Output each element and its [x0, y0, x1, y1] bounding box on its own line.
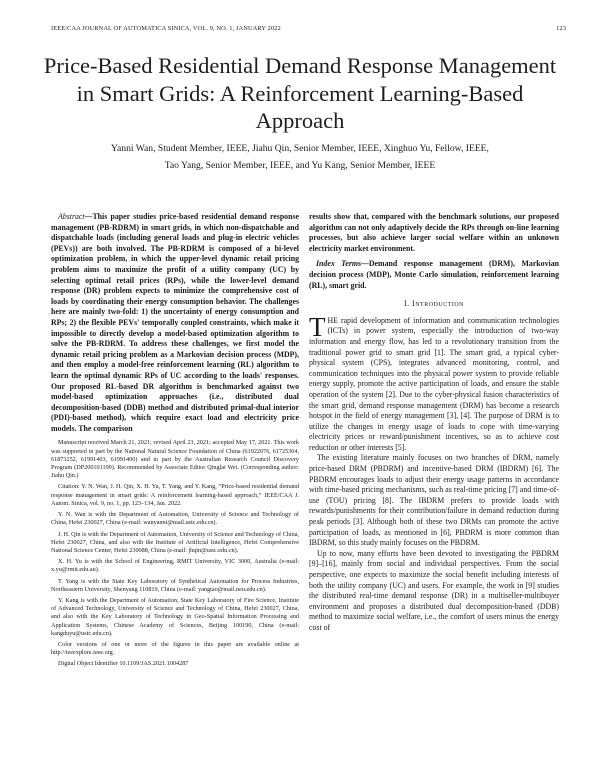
- footnote-author-wan: Y. N. Wan is with the Department of Automation, University of Science and Technology of China, Hefei 230027, China (e-mail: wanyanni@mail.ustc.edu.cn).: [51, 511, 299, 527]
- left-column: [51, 212, 299, 672]
- page-number: 123: [556, 25, 566, 32]
- footnote-author-yu: X. H. Yu is with the School of Engineering, RMIT University, VIC 3000, Australia (e-mail: x.yu@rmit.edu.au).: [51, 558, 299, 574]
- section-heading: [309, 299, 559, 310]
- abstract: [51, 212, 299, 434]
- footnote-author-qin: J. H. Qin is with the Department of Automation, University of Science and Technology of China, Hefei 230027, China, and also with the Institute of Artificial Intelligence, Hefei Comprehensive National Science Center, Hefei 230088, China (e-mail: jhqin@ustc.edu.cn).: [51, 530, 299, 554]
- section-number: I.: [403, 299, 410, 309]
- right-column: [309, 212, 559, 634]
- index-terms-label: Index Terms: [316, 259, 362, 269]
- drop-cap: T: [309, 311, 326, 342]
- intro-paragraph-3: Up to now, many efforts have been devoted to investigating the PBDRM [9]–[16], mainly from social and individual perspectives. From the social perspective, one expects to maximize the social benefit including interests of both the utility company (UC) and users. For example, the work in [9] studies the distributed real-time demand response (DR) in a multiseller-multibuyer environment and proposes a distributed dual decomposition-based (DDB) method to maximize social welfare, i.e., the comfort of users minus the energy cost of: [309, 548, 559, 632]
- author-line-2: Tao Yang, Senior Member, IEEE, and Yu Kang, Senior Member, IEEE: [164, 159, 436, 171]
- footnote-author-yang: T. Yang is with the State Key Laboratory of Synthetical Automation for Process Industries, Northeastern University, Shenyang 110819, China (e-mail: yangtao@mail.neu.edu.cn).: [51, 577, 299, 593]
- footnote-manuscript: Manuscript received March 21, 2021; revised April 23, 2021; accepted May 17, 2021. This work was supported in part by the National Natural Science Foundation of China (61922076, 61725304, 61873252, 61991403, 61991400) and in part by the Australian Research Council Discovery Program (DP200101199). Recommended by Associate Editor Qinglai Wei. (Corresponding author: Jiahu Qin.): [51, 439, 299, 480]
- intro-paragraph-2: The existing literature mainly focuses on two branches of DRM, namely price-based DRM (PBDRM) and incentive-based DRM (IBDRM) [6]. The PBDRM encourages loads to adjust their energy usage patterns in accordance with time-based pricing mechanisms, such as real-time pricing [7] and time-of-use (TOU) pricing [8]. The IBDRM prefers to provide loads with rewards/punishments for their contribution/failure in demand reduction during peak periods [3]. Although both of these two DRMs can promote the active participation of loads, as mentioned in [6], PBDRM is more common than IBDRM, so this study mainly focuses on the PBDRM.: [309, 453, 559, 548]
- intro-paragraph-1-text: HE rapid development of information and communication technologies (ICTs) in power system, especially the introduction of two-way information and energy flow, has led to a revolutionary transition from the traditional power grid to smart grid [1]. The smart grid, a typical cyber-physical system (CPS), integrates advanced monitoring, control, and communication techniques into the physical power system to provide reliable energy supply, promote the active participation of loads, and ensure the stable operation of the system [2]. Due to the cyber-physical fusion characteristics of the smart grid, demand response management (DRM) has become a research hotspot in the field of energy management [3], [4]. The purpose of DRM is to utilize the changes in energy usage of loads to cope with time-varying electricity prices or reward/punishment incentives, so as to achieve cost reduction or other interests [5].: [309, 315, 559, 452]
- section-title: Introduction: [412, 299, 465, 309]
- paper-title: Price-Based Residential Demand Response Management in Smart Grids: A Reinforcement Learning-Based Approach: [43, 53, 557, 133]
- author-line-1: Yanni Wan, Student Member, IEEE, Jiahu Qin, Senior Member, IEEE, Xinghuo Yu, Fellow, IEEE,: [111, 143, 489, 154]
- index-terms-text: —Demand response management (DRM), Markovian decision process (MDP), Monte Carlo simulation, reinforcement learning (RL), smart grid.: [309, 259, 559, 290]
- index-terms: [309, 259, 559, 291]
- footnote-citation: Citation: Y. N. Wan, J. H. Qin, X. H. Yu, T. Yang, and Y. Kang, “Price-based residential demand response management in smart grids: A reinforcement learning-based approach,” IEEE/CAA J. Autom. Sinica, vol. 9, no. 1, pp. 123–134, Jan. 2022.: [51, 483, 299, 507]
- abstract-text: —This paper studies price-based residential demand response management (PB-RDRM) in smart grids, in which non-dispatchable and dispatchable loads (including general loads and plug-in electric vehicles (PEVs)) are both involved. The PB-RDRM is composed of a bi-level optimization problem, in which the upper-level dynamic retail pricing problem aims to maximize the profit of a utility company (UC) by selecting optimal retail prices (RPs), while the lower-level demand response (DR) problem expects to minimize the comprehensive cost of loads by coordinating their energy consumption behavior. The challenges here are mainly two-fold: 1) the uncertainty of energy consumption and RPs; 2) the flexible PEVs' temporally coupled constraints, which make it impossible to directly develop a model-based optimization algorithm to solve the PB-RDRM. To address these challenges, we first model the dynamic retail pricing problem as a Markovian decision process (MDP), and then employ a model-free reinforcement learning (RL) algorithm to learn the optimal dynamic RPs of UC according to the loads' responses. Our proposed RL-based DR algorithm is benchmarked against two model-based optimization approaches (i.e., distributed dual decomposition-based (DDB) method and distributed primal-dual interior (PDI)-based method), which require exact load and electricity price models. The comparison: [51, 212, 299, 433]
- footnote-color-versions: Color versions of one or more of the figures in this paper are available online at http://ieeexplore.ieee.org.: [51, 640, 299, 657]
- abstract-continuation: results show that, compared with the benchmark solutions, our proposed algorithm can not only adaptively decide the RPs through on-line learning processes, but also achieve larger social welfare within an unknown electricity market environment.: [309, 212, 559, 253]
- running-header: [51, 25, 566, 32]
- footnote-author-kang: Y. Kang is with the Department of Automation, State Key Laboratory of Fire Science, Institute of Advanced Technology, University of Science and Technology of China, Hefei 230027, China, and also with the Key Laboratory of Technology in Geo-Spatial Information Processing and Application Systems, Chinese Academy of Sciences, Beijing 100190, China (e-mail: kangduyu@ustc.edu.cn).: [51, 596, 299, 637]
- intro-paragraph-1: [309, 311, 559, 454]
- journal-header: IEEE/CAA JOURNAL OF AUTOMATICA SINICA, VOL. 9, NO. 1, JANUARY 2022: [51, 25, 281, 32]
- footnote-doi: Digital Object Identifier 10.1109/JAS.2021.1004287: [58, 660, 189, 668]
- abstract-label: Abstract: [58, 212, 85, 221]
- author-list: [60, 141, 540, 174]
